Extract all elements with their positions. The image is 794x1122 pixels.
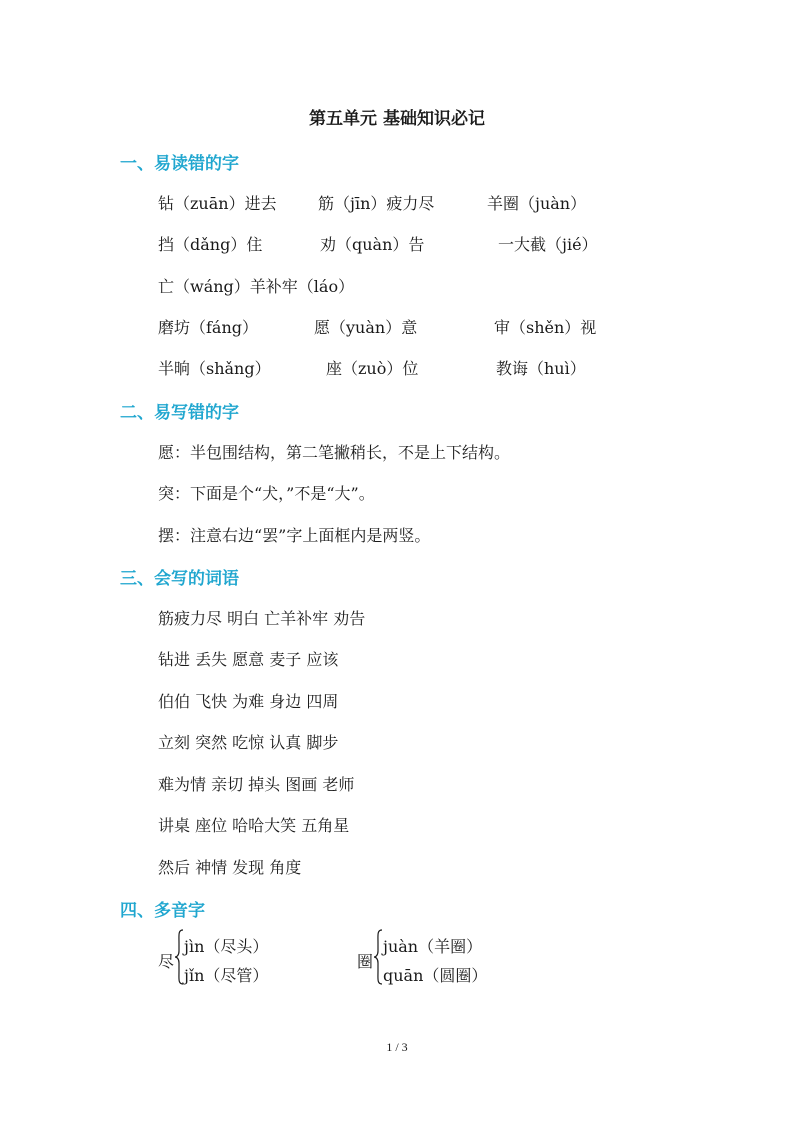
- writing-note: 摆：注意右边“罢”字上面框内是两竖。: [158, 526, 431, 545]
- reading-item: 钻（zuān）进去: [158, 194, 277, 213]
- writing-note: 愿：半包围结构，第二笔撇稍长，不是上下结构。: [158, 443, 511, 462]
- word-line: 立刻 突然 吃惊 认真 脚步: [158, 733, 339, 752]
- word-line: 筋疲力尽 明白 亡羊补牢 劝告: [158, 609, 366, 628]
- polyphone-char: 圈: [357, 952, 374, 971]
- brace-icon: [373, 929, 383, 989]
- word-line: 伯伯 飞快 为难 身边 四周: [158, 692, 339, 711]
- reading-item: 一大截（jié）: [498, 235, 598, 254]
- word-line: 讲桌 座位 哈哈大笑 五角星: [158, 816, 350, 835]
- brace-icon: [174, 929, 184, 989]
- reading-item: 磨坊（fáng）: [158, 318, 259, 337]
- section-heading-2: 二、易写错的字: [120, 403, 239, 423]
- reading-item: 审（shěn）视: [494, 318, 597, 337]
- page-title: 第五单元 基础知识必记: [309, 109, 485, 129]
- reading-item: 劝（quàn）告: [320, 235, 425, 254]
- writing-note: 突：下面是个“犬，”不是“大”。: [158, 484, 375, 503]
- reading-item: 半晌（shǎng）: [158, 359, 271, 378]
- reading-item: 筋（jīn）疲力尽: [318, 194, 435, 213]
- section-heading-3: 三、会写的词语: [120, 569, 239, 589]
- reading-item: 挡（dǎng）住: [158, 235, 263, 254]
- polyphone-reading: quān（圆圈）: [383, 966, 488, 985]
- polyphone-reading: juàn（羊圈）: [383, 937, 483, 956]
- page-number: 1 / 3: [386, 1040, 408, 1054]
- polyphone-reading: jìn（尽头）: [184, 937, 269, 956]
- section-heading-1: 一、易读错的字: [120, 154, 239, 174]
- section-heading-4: 四、多音字: [120, 901, 205, 921]
- polyphone-reading: jǐn（尽管）: [184, 966, 269, 985]
- reading-item: 愿（yuàn）意: [314, 318, 418, 337]
- reading-item: 羊圈（juàn）: [487, 194, 587, 213]
- word-line: 难为情 亲切 掉头 图画 老师: [158, 775, 355, 794]
- reading-item: 教诲（huì）: [496, 359, 586, 378]
- reading-item: 座（zuò）位: [326, 359, 419, 378]
- word-line: 钻进 丢失 愿意 麦子 应该: [158, 650, 339, 669]
- polyphone-char: 尽: [158, 952, 175, 971]
- reading-item: 亡（wáng）羊补牢（láo）: [158, 277, 355, 296]
- word-line: 然后 神情 发现 角度: [158, 858, 302, 877]
